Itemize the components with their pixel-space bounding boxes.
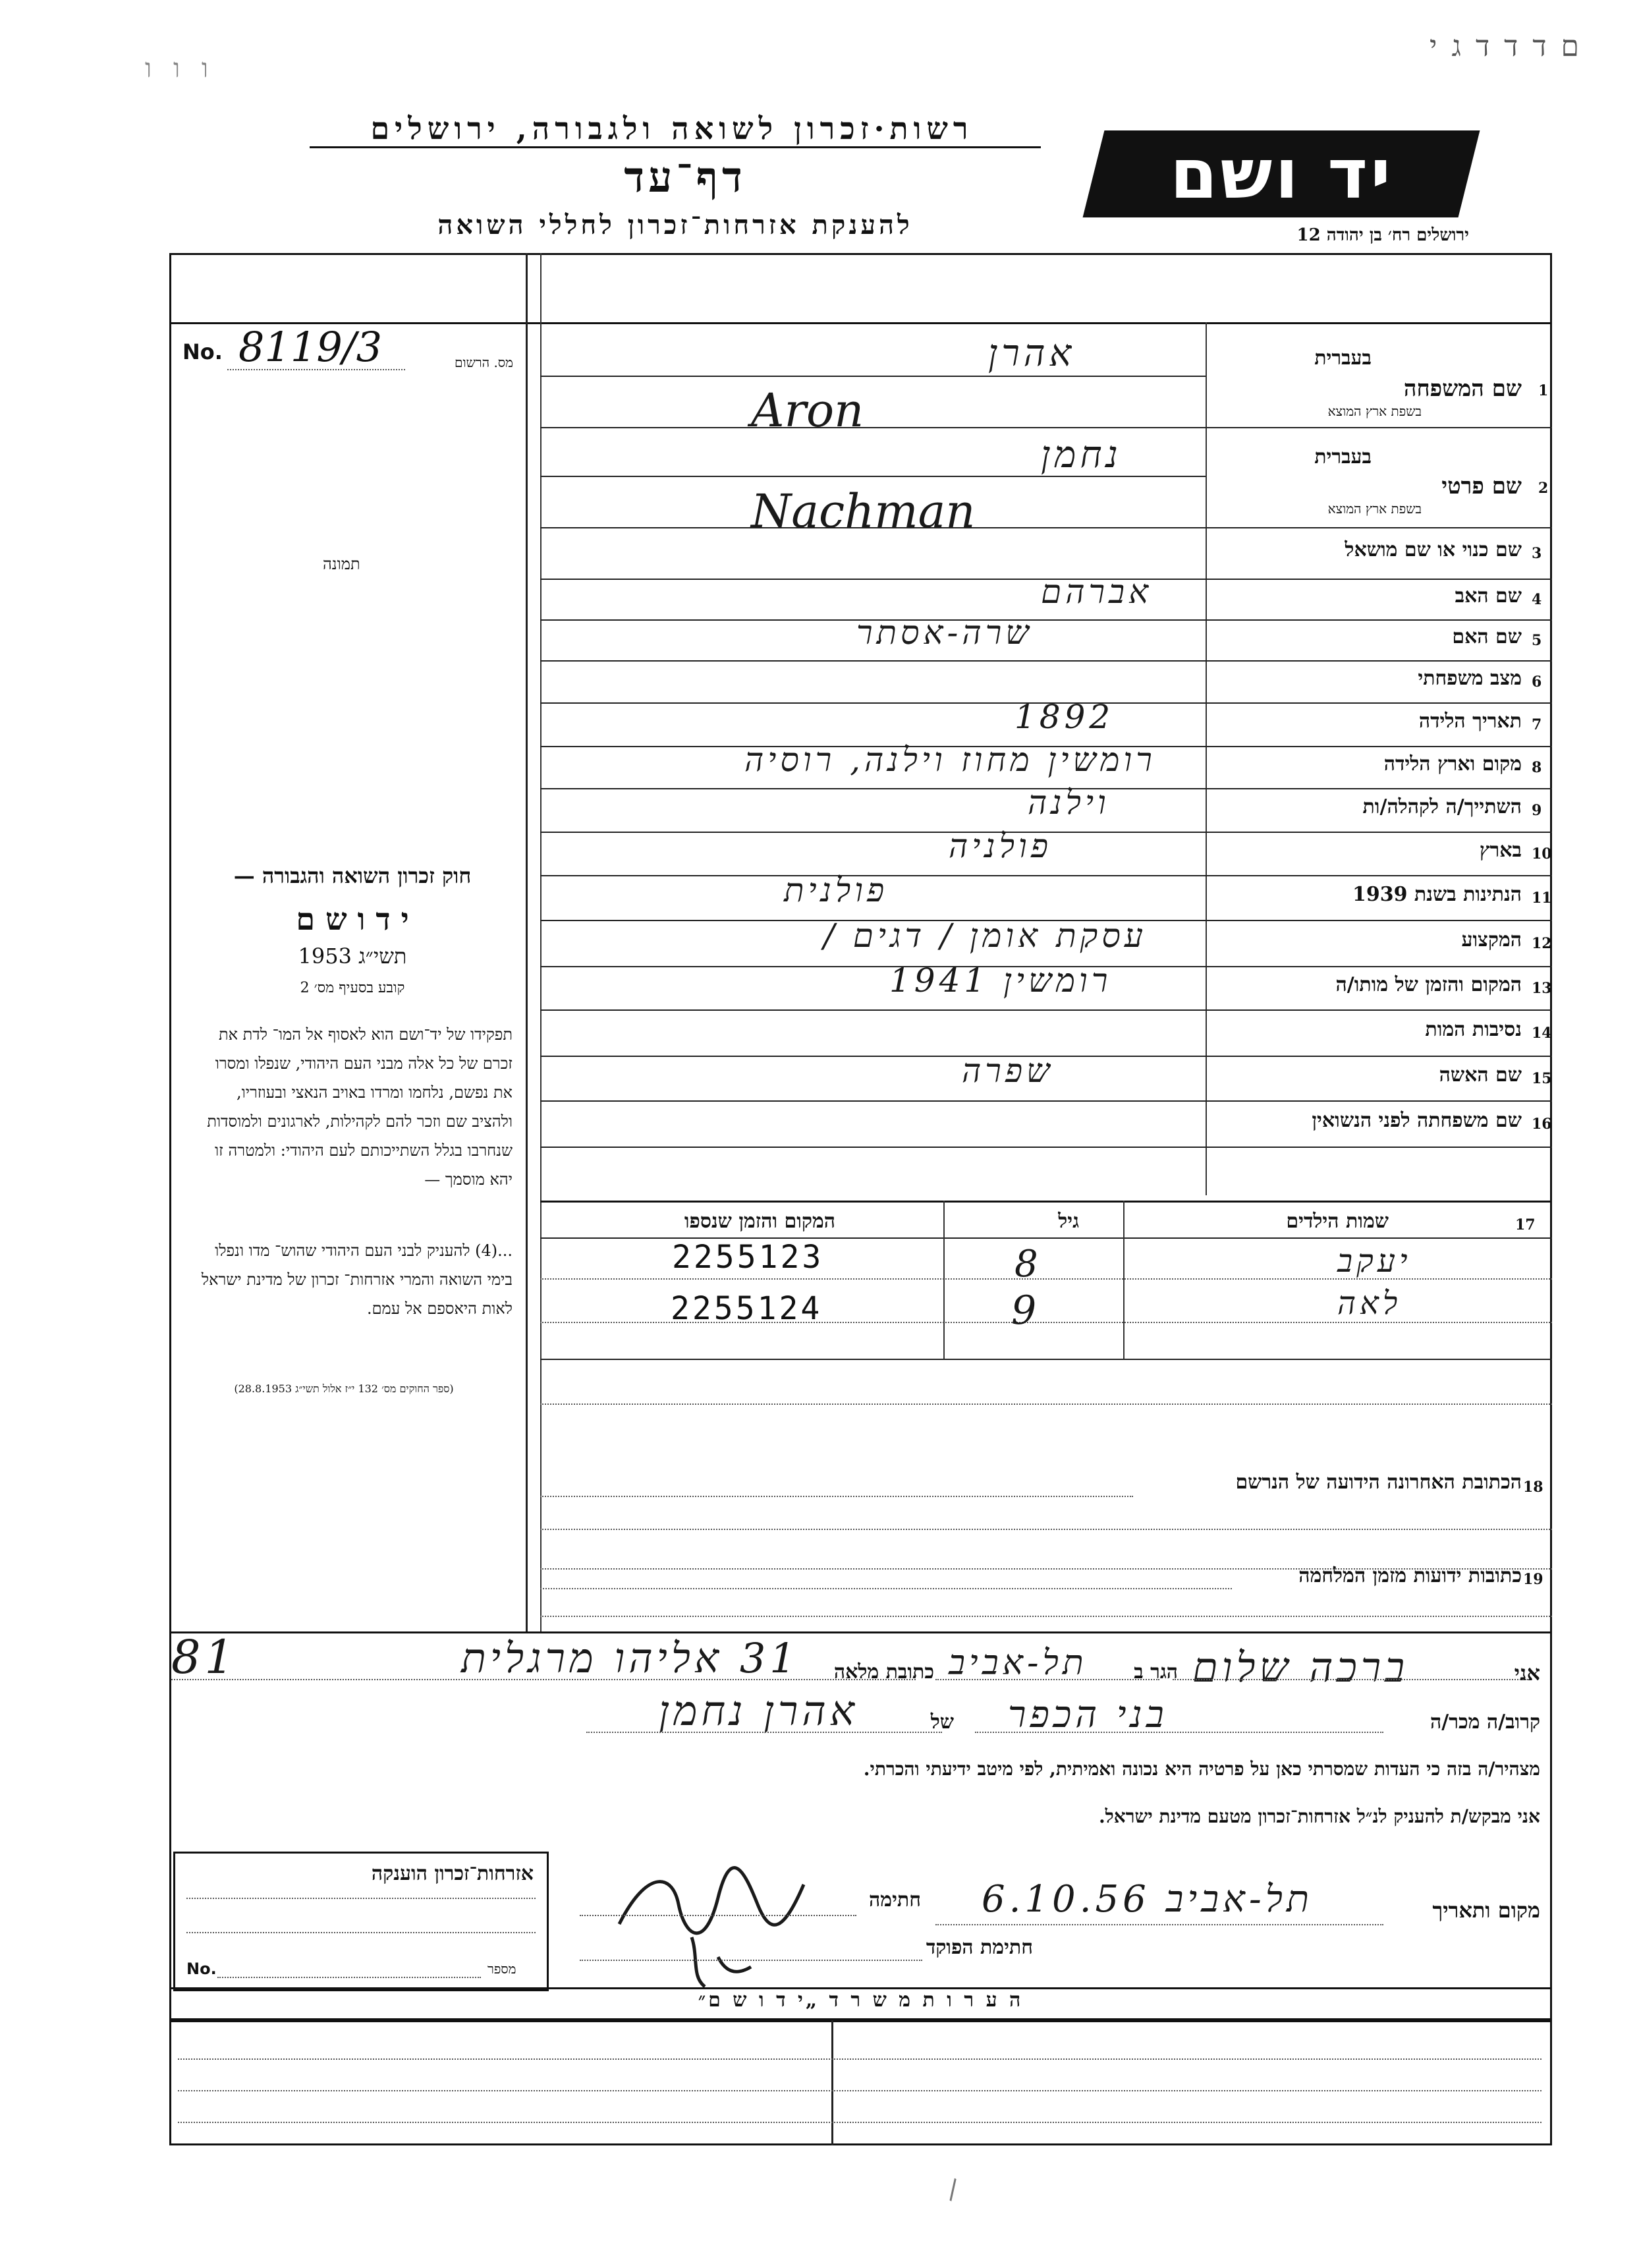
field-4-num: 4 — [1532, 591, 1542, 608]
notes-line-3 — [178, 2122, 1542, 2123]
row-5-bottom — [540, 660, 1552, 662]
left-column-divider-2 — [540, 253, 542, 1631]
address-line-2 — [540, 1529, 1552, 1530]
row-1-mid — [540, 376, 1206, 377]
decl-officer-label: חתימת הפוקד — [926, 1936, 1033, 1959]
field-15-label: שם האשה — [1439, 1063, 1522, 1087]
address-line-4 — [540, 1616, 1552, 1617]
children-num: 17 — [1515, 1216, 1536, 1233]
decl-address-line — [171, 1679, 916, 1680]
citizenship-title: אזרחות־זכרון הוענקה — [371, 1862, 534, 1885]
upper-section-bottom — [169, 1631, 1552, 1633]
law-section: קובע בסעיף מס׳ 2 — [300, 980, 405, 996]
field-6-label: מצב משפחתי — [1418, 667, 1522, 690]
field-6-num: 6 — [1532, 673, 1542, 691]
field-2-num: 2 — [1538, 480, 1549, 497]
field-14-num: 14 — [1532, 1025, 1552, 1042]
field-15-value: שפרה — [962, 1052, 1054, 1090]
child-1-name: יעקב — [1337, 1243, 1412, 1280]
decl-of-name-line — [586, 1732, 942, 1733]
children-col-2 — [1123, 1201, 1125, 1359]
field-7-label: תאריך הלידה — [1418, 710, 1522, 733]
field-10-label: בארץ — [1479, 839, 1522, 862]
field-5-label: שם האם — [1452, 625, 1522, 648]
field-18-num: 18 — [1523, 1479, 1543, 1496]
decl-address-label: כתובת מלאה — [833, 1660, 934, 1684]
field-13-label: המקום והזמן של מותו/ה — [1335, 973, 1522, 996]
decl-place-date: תל-אביב 6.10.56 — [982, 1878, 1314, 1921]
citizenship-line-2 — [186, 1932, 536, 1933]
decl-ani: אני — [1514, 1660, 1540, 1686]
decl-officer-line — [580, 1960, 922, 1961]
child-2-place: 2255124 — [671, 1290, 823, 1327]
row-2-bottom — [540, 527, 1552, 528]
citizenship-num-label: מספר — [487, 1961, 516, 1977]
field-19-label: כתובות ידועות מזמן המלחמה — [1298, 1564, 1522, 1587]
decl-signature-line — [580, 1915, 856, 1916]
notes-line-2 — [178, 2090, 1542, 2091]
citizenship-line-1 — [186, 1898, 536, 1899]
field-1-num: 1 — [1538, 382, 1549, 399]
field-11-label: הנתינות בשנת 1939 — [1352, 883, 1522, 906]
field-19-line — [540, 1588, 1232, 1589]
decl-declarant: ברכה שלום — [1192, 1643, 1409, 1691]
signature-mark — [593, 1845, 817, 1997]
left-column-divider — [526, 253, 528, 1631]
field-14-label: נסיבות המות — [1425, 1018, 1522, 1041]
logo-address: ירושלים רח׳ בן יהודה 12 — [1296, 225, 1469, 245]
field-9-label: השתייך/ה לקהלה/ות — [1362, 795, 1522, 818]
corner-mark-left: ו ו ו — [145, 53, 215, 84]
field-8-value: רומשין מחוז וילנה, רוסיה — [744, 741, 1156, 779]
corner-mark-right: ם ד ד ד ג י — [1430, 30, 1582, 63]
field-2-label: שם פרטי — [1441, 473, 1522, 499]
child-1-age: 8 — [1014, 1243, 1042, 1286]
field-9-num: 9 — [1532, 802, 1542, 819]
decl-relation-line — [975, 1732, 1383, 1733]
decl-city-line — [935, 1679, 1159, 1680]
notes-line-1 — [178, 2058, 1542, 2060]
field-12-num: 12 — [1532, 935, 1552, 952]
field-1-label: שם המשפחה — [1403, 376, 1522, 402]
child-1-place: 2255123 — [672, 1239, 824, 1276]
field-5-num: 5 — [1532, 632, 1542, 649]
decl-declarant-line — [1173, 1679, 1528, 1680]
field-19-num: 19 — [1523, 1571, 1543, 1588]
field-1-value-lat: Aron — [751, 383, 864, 438]
field-16-num: 16 — [1532, 1116, 1552, 1133]
law-clause: ...(4) להעניק לבני העם היהודי שהוש־ מדו ונפלו בימי השואה והמרי אזרחות־ זכרון של מדינת ישראל לאות היאספם אל עמם. — [201, 1241, 513, 1318]
row-1-bottom — [540, 427, 1552, 428]
children-col-names: שמות הילדים — [1286, 1210, 1389, 1233]
decl-place-date-label: מקום ותאריך — [1432, 1898, 1540, 1923]
law-name: י ד ו ש ם — [296, 901, 409, 937]
child-2-name: לאה — [1337, 1285, 1402, 1322]
decl-ani-end: 81 — [171, 1630, 238, 1684]
field-10-value: פולניה — [949, 827, 1053, 865]
decl-of-name: אהרן נחמן — [659, 1687, 858, 1735]
field-1-sub-he: בעברית — [1314, 347, 1372, 370]
reg-no-label: No. — [182, 339, 223, 364]
field-1-value-he: אהרן — [988, 332, 1076, 375]
decl-city: תל-אביב — [949, 1643, 1088, 1683]
logo-text: יד ושם — [1169, 134, 1393, 214]
field-9-value: וילנה — [1028, 783, 1110, 822]
field-11-value: פולנית — [784, 871, 889, 909]
decl-resides-label: הגר ב — [1134, 1660, 1178, 1684]
field-2-value-he: נחמן — [1041, 434, 1122, 476]
field-12-value: עסקת אומן / דגים / — [823, 917, 1148, 955]
yad-vashem-logo — [1083, 130, 1480, 217]
form-subtitle: להענקת אזרחות־זכרון לחללי השואה — [437, 210, 913, 241]
photo-label: תמונה — [323, 555, 360, 573]
row-4-bottom — [540, 619, 1552, 621]
field-16-label: שם משפחתה לפני הנשואין — [1312, 1109, 1522, 1132]
decl-relation: בני הכפר — [1008, 1693, 1168, 1736]
field-11-num: 11 — [1532, 890, 1552, 907]
decl-address: 31 אליהו מרגלית — [461, 1634, 800, 1682]
children-bottom — [540, 1359, 1552, 1360]
authority-underline — [310, 146, 1041, 148]
reg-no-value: 8119/3 — [238, 323, 383, 371]
field-2-sub-origin: בשפת ארץ המוצא — [1327, 501, 1422, 517]
field-15-num: 15 — [1532, 1070, 1552, 1087]
child-2-age: 9 — [1011, 1288, 1041, 1334]
law-title: חוק זכרון השואה והגבורה — — [233, 863, 472, 888]
labels-divider — [1206, 322, 1207, 1195]
notes-title: ה ע ר ו ת מ ש ר ד „י ד ו ש ם״ — [698, 1989, 1024, 2012]
row-13-bottom — [540, 1009, 1552, 1011]
field-10-num: 10 — [1532, 845, 1552, 863]
field-3-num: 3 — [1532, 545, 1542, 562]
decl-place-date-line — [935, 1924, 1383, 1925]
decl-request: אני מבקש/ת להעניק לנ״ל אזרחות־זכרון מטעם מדינת ישראל. — [1098, 1805, 1540, 1827]
row-10-bottom — [540, 875, 1552, 876]
decl-statement: מצהיר/ה בזה כי העדות שמסרתי כאן על פרטיה היא נכונה ואמיתית, לפי מיטב ידיעתי והכרתי. — [863, 1758, 1540, 1780]
address-18-line-top — [540, 1403, 1552, 1405]
row-15-bottom — [540, 1100, 1552, 1102]
field-13-value: רומשין 1941 — [889, 961, 1112, 1000]
law-footnote: (ספר החוקים מס׳ 132 י״ז אלול תשי״ג 28.8.1953) — [234, 1382, 454, 1395]
decl-relative-label: קרוב/ה מכר/ה — [1430, 1711, 1540, 1734]
field-2-sub-he: בעברית — [1314, 445, 1372, 468]
field-18-label: הכתובת האחרונה הידועה של הנרשם — [1235, 1471, 1522, 1494]
decl-signature-label: חתימה — [869, 1888, 921, 1912]
field-4-value: אברהם — [1041, 573, 1153, 611]
field-3-label: שם כנוי או שם מושאל — [1345, 538, 1522, 561]
children-col-age: גיל — [1058, 1210, 1079, 1233]
form-name: דף־עד — [624, 153, 746, 202]
field-18-line — [540, 1496, 1133, 1497]
field-12-label: המקצוע — [1461, 928, 1522, 951]
children-col-1 — [943, 1201, 945, 1359]
authority-title: רשות·זכרון לשואה ולגבורה, ירושלים — [370, 111, 974, 146]
children-top — [540, 1201, 1552, 1203]
field-1-sub-origin: בשפת ארץ המוצא — [1327, 403, 1422, 419]
children-col-place: המקום והזמן שנספו — [684, 1210, 835, 1233]
notes-area — [169, 2020, 1552, 2145]
decl-of-label: של — [930, 1711, 954, 1734]
stray-mark: \ — [941, 2174, 965, 2205]
citizenship-no-label: No. — [186, 1960, 217, 1978]
law-year: תשי״ג 1953 — [298, 944, 407, 969]
field-8-label: מקום וארץ הלידה — [1383, 752, 1522, 776]
reg-no-line — [227, 369, 405, 370]
row-16-bottom — [540, 1147, 1552, 1148]
citizenship-no-line — [217, 1977, 481, 1978]
field-2-value-lat: Nachman — [751, 484, 976, 538]
field-13-num: 13 — [1532, 980, 1552, 997]
law-text: תפקידו של יד־ושם הוא לאסוף אל המו־ לדת את זכרם של כל אלה מבני העם היהודי, שנפלו ומסרו את נפשם, נלחמו ומרדו באויב הנאצי ובעוזריו, ולהציב שם וזכר להם לקהילות, לארגונים ולמוסדות שנחרבו בגלל השתייכותם לעם היהודי: ולמטרה זו יהא מוסמך — — [207, 1025, 513, 1189]
field-7-num: 7 — [1532, 716, 1542, 733]
field-4-label: שם האב — [1455, 584, 1522, 608]
notes-divider — [831, 2020, 833, 2145]
field-8-num: 8 — [1532, 759, 1542, 776]
reg-label: מס. הרשום — [455, 354, 514, 370]
field-5-value: שרה-אסתר — [856, 613, 1033, 652]
field-7-value: 1892 — [1014, 698, 1115, 736]
